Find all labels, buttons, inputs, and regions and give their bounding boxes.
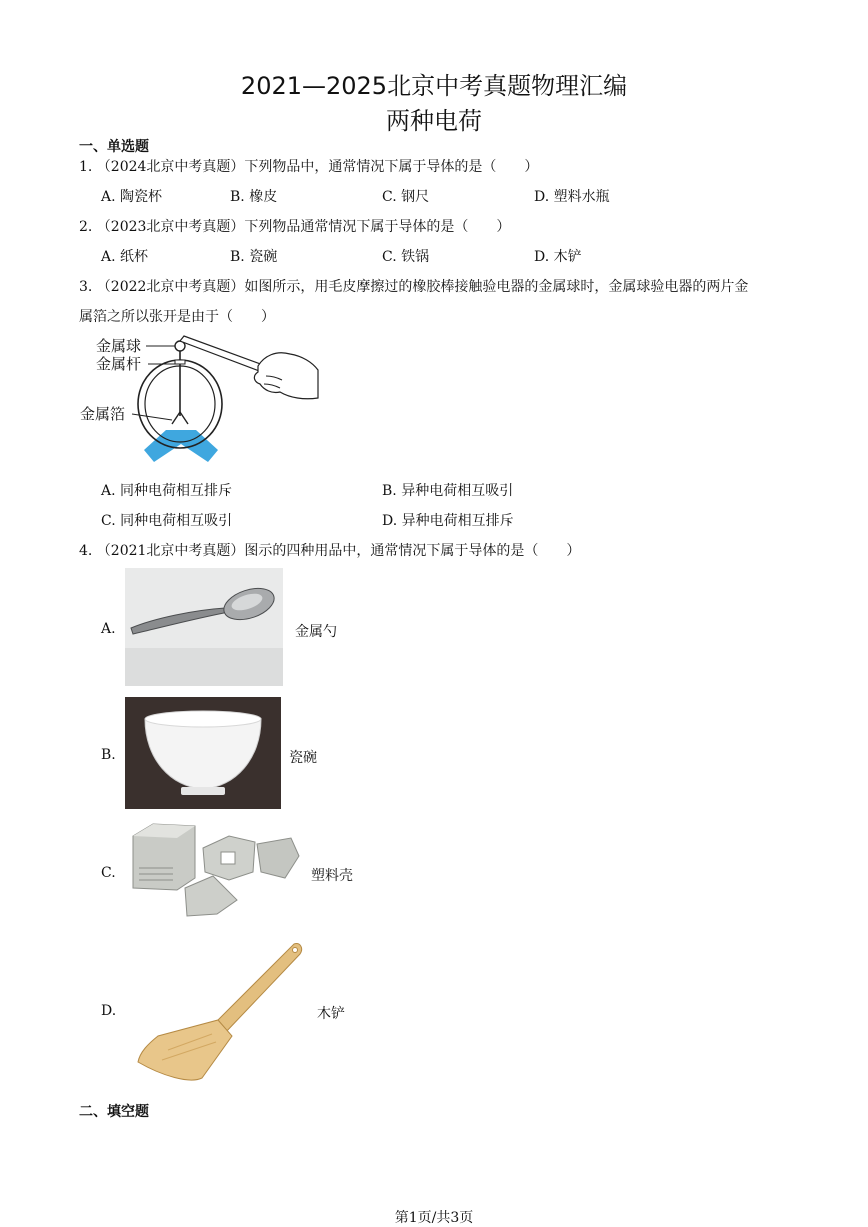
question-1-option-d: D. 塑料水瓶	[534, 189, 610, 205]
electroscope-stand	[144, 430, 218, 462]
question-1-option-a: A. 陶瓷杯	[101, 189, 163, 205]
question-2-option-a: A. 纸杯	[101, 249, 149, 265]
question-4-option-c-letter: C.	[101, 865, 116, 881]
question-4-option-d-label: 木铲	[317, 1006, 345, 1022]
leader-foil	[132, 414, 172, 420]
question-2-stem: 2. （2023北京中考真题）下列物品通常情况下属于导体的是（ ）	[79, 219, 511, 235]
metal-spoon-image	[125, 568, 283, 686]
question-4-option-d-letter: D.	[101, 1003, 117, 1019]
question-4-option-a-label: 金属勺	[295, 624, 337, 640]
document-title: 2021—2025北京中考真题物理汇编	[240, 72, 628, 100]
question-1-option-b: B. 橡皮	[230, 189, 278, 205]
metal-foil-right	[180, 412, 188, 424]
question-3-stem-line2: 属箔之所以张开是由于（ ）	[79, 309, 275, 325]
label-metal-rod: 金属杆	[96, 355, 142, 373]
section-heading-fill-in: 二、填空题	[79, 1104, 149, 1120]
label-metal-foil: 金属箔	[80, 405, 126, 423]
question-1-option-c: C. 钢尺	[382, 189, 430, 205]
metal-foil-left	[172, 412, 180, 424]
porcelain-bowl-image	[125, 697, 281, 809]
label-metal-ball: 金属球	[96, 337, 142, 355]
question-4-option-c-label: 塑料壳	[311, 868, 353, 884]
bowl-rim	[145, 711, 261, 727]
question-4-stem: 4. （2021北京中考真题）图示的四种用品中，通常情况下属于导体的是（ ）	[79, 543, 581, 559]
electroscope-figure	[76, 332, 326, 472]
question-4-option-b-label: 瓷碗	[289, 750, 317, 766]
question-4-option-a-letter: A.	[101, 621, 116, 637]
question-3-option-b: B. 异种电荷相互吸引	[382, 483, 514, 499]
section-heading-single-choice: 一、单选题	[79, 139, 149, 155]
question-2-option-d: D. 木铲	[534, 249, 582, 265]
question-3-option-c: C. 同种电荷相互吸引	[101, 513, 233, 529]
document-subtitle: 两种电荷	[386, 107, 482, 135]
wooden-spatula-image	[128, 938, 308, 1088]
question-2-option-b: B. 瓷碗	[230, 249, 278, 265]
question-2-option-c: C. 铁锅	[382, 249, 430, 265]
page-footer: 第1页/共3页	[394, 1210, 474, 1226]
question-3-stem-line1: 3. （2022北京中考真题）如图所示，用毛皮摩擦过的橡胶棒接触验电器的金属球时，金属球验电器的两片金	[79, 279, 749, 295]
question-3-option-a: A. 同种电荷相互排斥	[101, 483, 233, 499]
rubber-rod	[180, 336, 266, 372]
question-4-option-b-letter: B.	[101, 747, 116, 763]
plastic-casing-image	[125, 822, 305, 920]
bowl-foot	[181, 787, 225, 795]
question-3-option-d: D. 异种电荷相互排斥	[382, 513, 514, 529]
hand	[254, 353, 318, 399]
question-1-stem: 1. （2024北京中考真题）下列物品中，通常情况下属于导体的是（ ）	[79, 159, 539, 175]
